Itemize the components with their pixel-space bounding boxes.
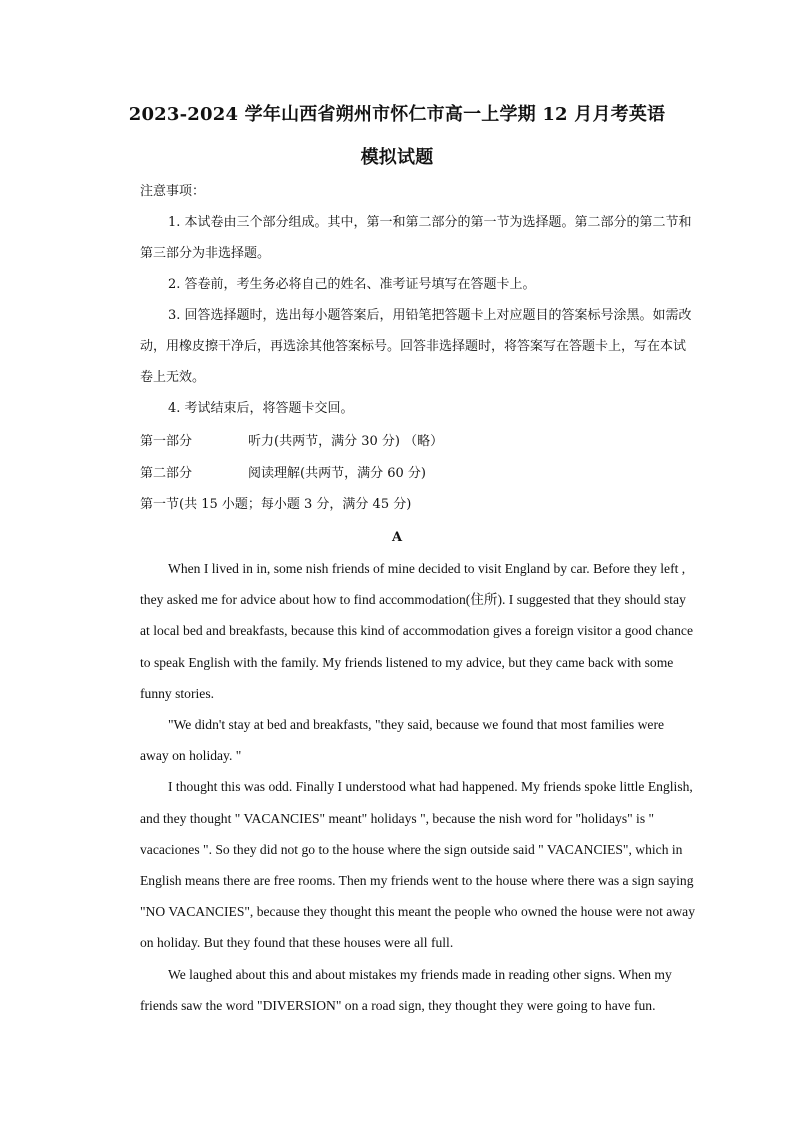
notice-label: 注意事项：: [140, 184, 206, 199]
passage-letter: A: [391, 530, 403, 545]
passage-paragraph-1: When I lived in in, some nish friends of mine decided to visit England by car. Before they left , they asked me for advice about how to find accommodation(住所). I suggested that they should stay at local bed and breakfasts, because this kind of accommodation gives a foreign visitor a good chance to speak English with the family. My friends listened to my advice, but they came back with some funny stories.: [140, 561, 694, 701]
part-1-heading: [140, 432, 443, 452]
passage-paragraph-4: We laughed about this and about mistakes my friends made in reading other signs. When my friends saw the word "DIVERSION" on a road sign, they thought they were going to have fun.: [140, 966, 672, 1013]
notice-list: [140, 207, 696, 424]
part-1-desc: 听力(共两节，满分 30 分) （略）: [248, 434, 444, 449]
notice-item-3: 3. 回答选择题时，选出每小题答案后，用铅笔把答题卡上对应题目的答案标号涂黑。如需改动，用橡皮擦干净后，再选涂其他答案标号。回答非选择题时，将答案写在答题卡上，写在本试卷上无效。: [140, 308, 692, 385]
notice-item-1: 1. 本试卷由三个部分组成。其中，第一和第二部分的第一节为选择题。第二部分的第二节和第三部分为非选择题。: [140, 215, 692, 261]
passage-paragraph-2: "We didn't stay at bed and breakfasts, "they said, because we found that most families were away on holiday. ": [140, 717, 665, 764]
notice-item-4: 4. 考试结束后，将答题卡交回。: [168, 401, 354, 416]
exam-title-line-2: 模拟试题: [360, 147, 434, 168]
part-2-name: 第二部分: [140, 466, 193, 481]
exam-title-line-1: 2023-2024 学年山西省朔州市怀仁市高一上学期 12 月月考英语: [128, 104, 666, 125]
section-1-heading: 第一节(共 15 小题；每小题 3 分，满分 45 分): [140, 497, 412, 512]
part-1-name: 第一部分: [140, 434, 193, 449]
notice-item-2: 2. 答卷前，考生务必将自己的姓名、准考证号填写在答题卡上。: [168, 277, 536, 292]
part-2-desc: 阅读理解(共两节，满分 60 分): [248, 466, 426, 481]
reading-passage: [140, 553, 696, 1021]
passage-paragraph-3: I thought this was odd. Finally I understood what had happened. My friends spoke little English, and they thought " VACANCIES" meant" holidays ", because the nish word for "holidays" is " vacaciones ". So they did not go to the house where the sign outside said " VACANCIES", which in English means there are free rooms. Then my friends went to the house where there was a sign saying "NO VACANCIES", because they thought this meant the people who owned the house were not away on holiday. But they found that these houses were all full.: [140, 779, 695, 951]
part-2-heading: [140, 464, 426, 484]
